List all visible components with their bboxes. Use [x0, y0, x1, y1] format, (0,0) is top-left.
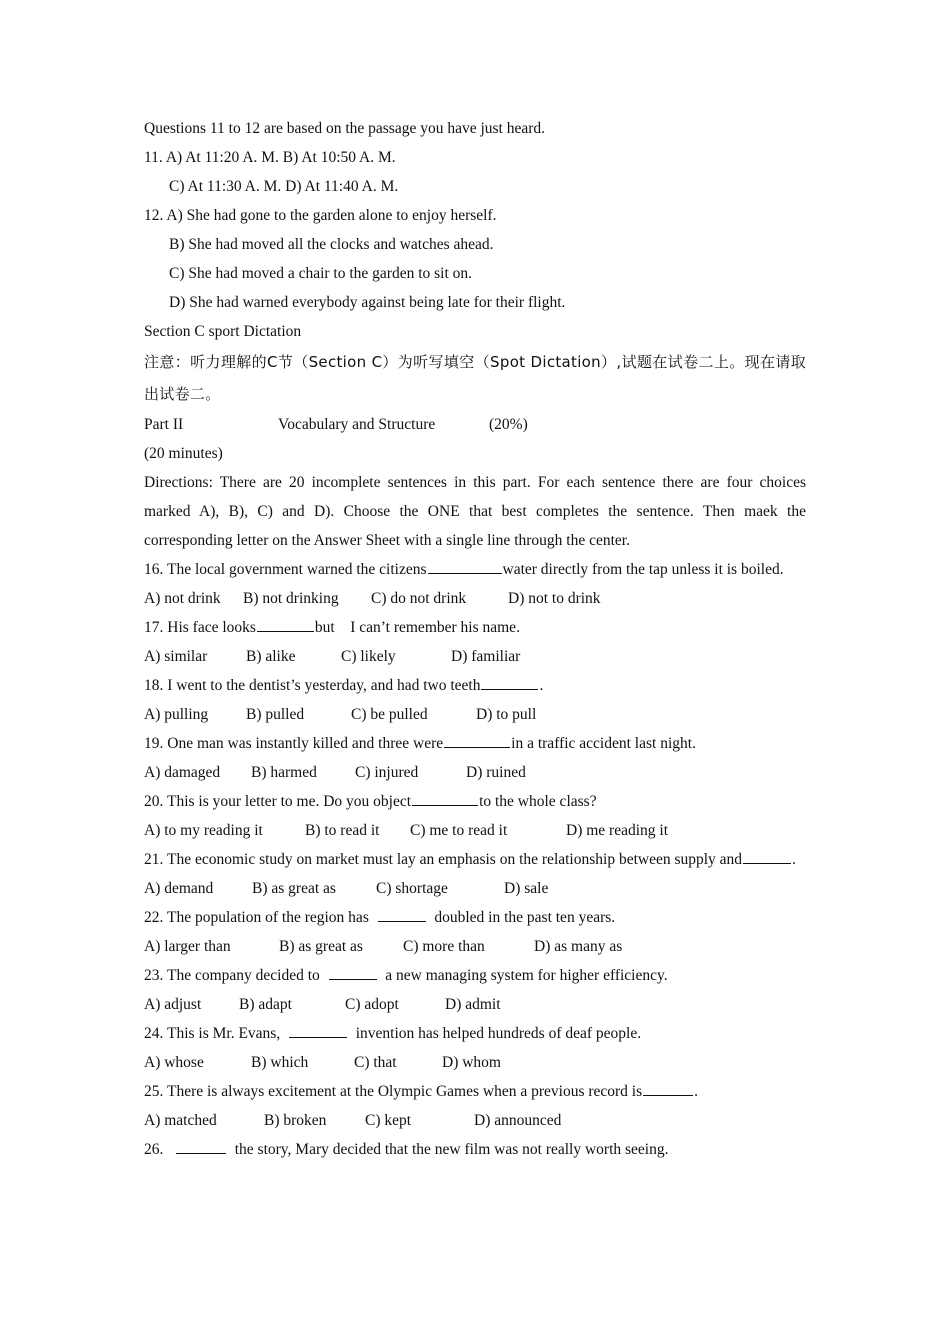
- option-c[interactable]: C) likely: [341, 648, 396, 665]
- answer-blank[interactable]: [643, 1077, 693, 1096]
- q12-option-a: 12. A) She had gone to the garden alone to enjoy herself.: [144, 207, 497, 224]
- option-b[interactable]: B) harmed: [251, 764, 317, 781]
- question-22-post: doubled in the past ten years.: [434, 909, 616, 926]
- option-c[interactable]: C) be pulled: [351, 706, 428, 723]
- answer-blank[interactable]: [412, 787, 478, 806]
- question-17-options: [144, 642, 806, 671]
- question-21: [144, 845, 806, 874]
- option-d[interactable]: D) familiar: [451, 648, 521, 665]
- option-c[interactable]: C) shortage: [376, 880, 448, 897]
- answer-blank[interactable]: [257, 613, 314, 632]
- question-16-post: water directly from the tap unless it is boiled.: [502, 561, 784, 578]
- question-19-post: in a traffic accident last night.: [511, 735, 696, 752]
- option-b[interactable]: B) to read it: [305, 822, 380, 839]
- question-20-pre: 20. This is your letter to me. Do you object: [144, 793, 412, 810]
- question-20-post: to the whole class?: [479, 793, 597, 810]
- question-22-options: [144, 932, 806, 961]
- option-b[interactable]: B) broken: [264, 1112, 327, 1129]
- answer-blank[interactable]: [481, 671, 538, 690]
- question-19: [144, 729, 806, 758]
- answer-blank[interactable]: [428, 555, 502, 574]
- option-b[interactable]: B) adapt: [239, 996, 292, 1013]
- option-b[interactable]: B) as great as: [252, 880, 336, 897]
- question-25-post: .: [694, 1083, 699, 1100]
- question-22-pre: 22. The population of the region has: [144, 909, 369, 926]
- option-b[interactable]: B) not drinking: [243, 590, 339, 607]
- answer-blank[interactable]: [289, 1019, 347, 1038]
- question-24-post: invention has helped hundreds of deaf people.: [355, 1025, 642, 1042]
- question-23-options: [144, 990, 806, 1019]
- option-a[interactable]: A) matched: [144, 1112, 217, 1129]
- question-21-post: .: [792, 851, 796, 868]
- question-16-pre: 16. The local government warned the citizens: [144, 561, 427, 578]
- option-d[interactable]: D) me reading it: [566, 822, 669, 839]
- answer-blank[interactable]: [176, 1135, 226, 1154]
- question-25-options: [144, 1106, 806, 1135]
- question-23-pre: 23. The company decided to: [144, 967, 320, 984]
- question-22: [144, 903, 806, 932]
- question-18-pre: 18. I went to the dentist’s yesterday, and had two teeth: [144, 677, 481, 694]
- option-b[interactable]: B) alike: [246, 648, 296, 665]
- q11-line2: C) At 11:30 A. M. D) At 11:40 A. M.: [169, 178, 399, 195]
- option-a[interactable]: A) similar: [144, 648, 208, 665]
- option-d[interactable]: D) sale: [504, 880, 549, 897]
- part2-title: Vocabulary and Structure: [278, 416, 436, 433]
- question-17-post: but I can’t remember his name.: [314, 619, 520, 636]
- question-25: [144, 1077, 806, 1106]
- option-d[interactable]: D) not to drink: [508, 590, 601, 607]
- answer-blank[interactable]: [329, 961, 377, 980]
- option-d[interactable]: D) whom: [442, 1054, 501, 1071]
- q11-line1: 11. A) At 11:20 A. M. B) At 10:50 A. M.: [144, 149, 396, 166]
- question-23: [144, 961, 806, 990]
- option-c[interactable]: C) me to read it: [410, 822, 508, 839]
- option-c[interactable]: C) do not drink: [371, 590, 467, 607]
- option-a[interactable]: A) larger than: [144, 938, 231, 955]
- q12-option-d: D) She had warned everybody against being late for their flight.: [169, 294, 566, 311]
- section-b-intro: Questions 11 to 12 are based on the passage you have just heard.: [144, 120, 546, 137]
- option-a[interactable]: A) whose: [144, 1054, 204, 1071]
- question-18: [144, 671, 806, 700]
- part2-label: Part II: [144, 416, 184, 433]
- option-c[interactable]: C) adopt: [345, 996, 399, 1013]
- question-26-post: the story, Mary decided that the new film was not really worth seeing.: [234, 1141, 669, 1158]
- question-20-options: [144, 816, 806, 845]
- question-21-pre: 21. The economic study on market must lay an emphasis on the relationship between supply and: [144, 851, 743, 868]
- question-19-options: [144, 758, 806, 787]
- option-d[interactable]: D) as many as: [534, 938, 623, 955]
- option-c[interactable]: C) kept: [365, 1112, 412, 1129]
- question-23-post: a new managing system for higher efficiency.: [385, 967, 668, 984]
- option-c[interactable]: C) more than: [403, 938, 485, 955]
- option-c[interactable]: C) that: [354, 1054, 397, 1071]
- part2-directions: Directions: There are 20 incomplete sentences in this part. For each sentence there are four choices marked A), B), C) and D). Choose the ONE that best completes the sentence. Then maek the corresponding letter on the Answer Sheet with a single line through the center.: [144, 474, 806, 549]
- option-a[interactable]: A) pulling: [144, 706, 209, 723]
- option-b[interactable]: B) pulled: [246, 706, 305, 723]
- q12-option-b: B) She had moved all the clocks and watches ahead.: [169, 236, 494, 253]
- question-19-pre: 19. One man was instantly killed and three were: [144, 735, 444, 752]
- option-a[interactable]: A) adjust: [144, 996, 202, 1013]
- question-17: [144, 613, 806, 642]
- option-c[interactable]: C) injured: [355, 764, 419, 781]
- answer-blank[interactable]: [444, 729, 510, 748]
- option-b[interactable]: B) which: [251, 1054, 309, 1071]
- option-d[interactable]: D) ruined: [466, 764, 526, 781]
- section-c-note: 注意：听力理解的C节（Section C）为听写填空（Spot Dictation）,试题在试卷二上。现在请取出试卷二。: [144, 353, 806, 403]
- option-d[interactable]: D) announced: [474, 1112, 562, 1129]
- exam-page: [144, 114, 806, 1164]
- part2-percent: (20%): [489, 416, 528, 433]
- question-21-options: [144, 874, 806, 903]
- answer-blank[interactable]: [743, 845, 791, 864]
- option-a[interactable]: A) not drink: [144, 590, 221, 607]
- question-24-options: [144, 1048, 806, 1077]
- q12-option-c: C) She had moved a chair to the garden to sit on.: [169, 265, 473, 282]
- question-16: [144, 555, 806, 584]
- part2-heading: [144, 410, 806, 439]
- option-d[interactable]: D) admit: [445, 996, 501, 1013]
- question-17-pre: 17. His face looks: [144, 619, 256, 636]
- question-26: [144, 1135, 806, 1164]
- question-18-post: .: [539, 677, 544, 694]
- question-16-options: [144, 584, 806, 613]
- option-d[interactable]: D) to pull: [476, 706, 537, 723]
- question-25-pre: 25. There is always excitement at the Olympic Games when a previous record is: [144, 1083, 643, 1100]
- answer-blank[interactable]: [378, 903, 426, 922]
- option-a[interactable]: A) damaged: [144, 764, 221, 781]
- question-24: [144, 1019, 806, 1048]
- part2-time: (20 minutes): [144, 445, 223, 462]
- section-c-title: Section C sport Dictation: [144, 323, 302, 340]
- question-26-pre: 26.: [144, 1141, 164, 1158]
- option-a[interactable]: A) to my reading it: [144, 822, 263, 839]
- option-b[interactable]: B) as great as: [279, 938, 363, 955]
- question-20: [144, 787, 806, 816]
- question-24-pre: 24. This is Mr. Evans,: [144, 1025, 281, 1042]
- question-18-options: [144, 700, 806, 729]
- option-a[interactable]: A) demand: [144, 880, 214, 897]
